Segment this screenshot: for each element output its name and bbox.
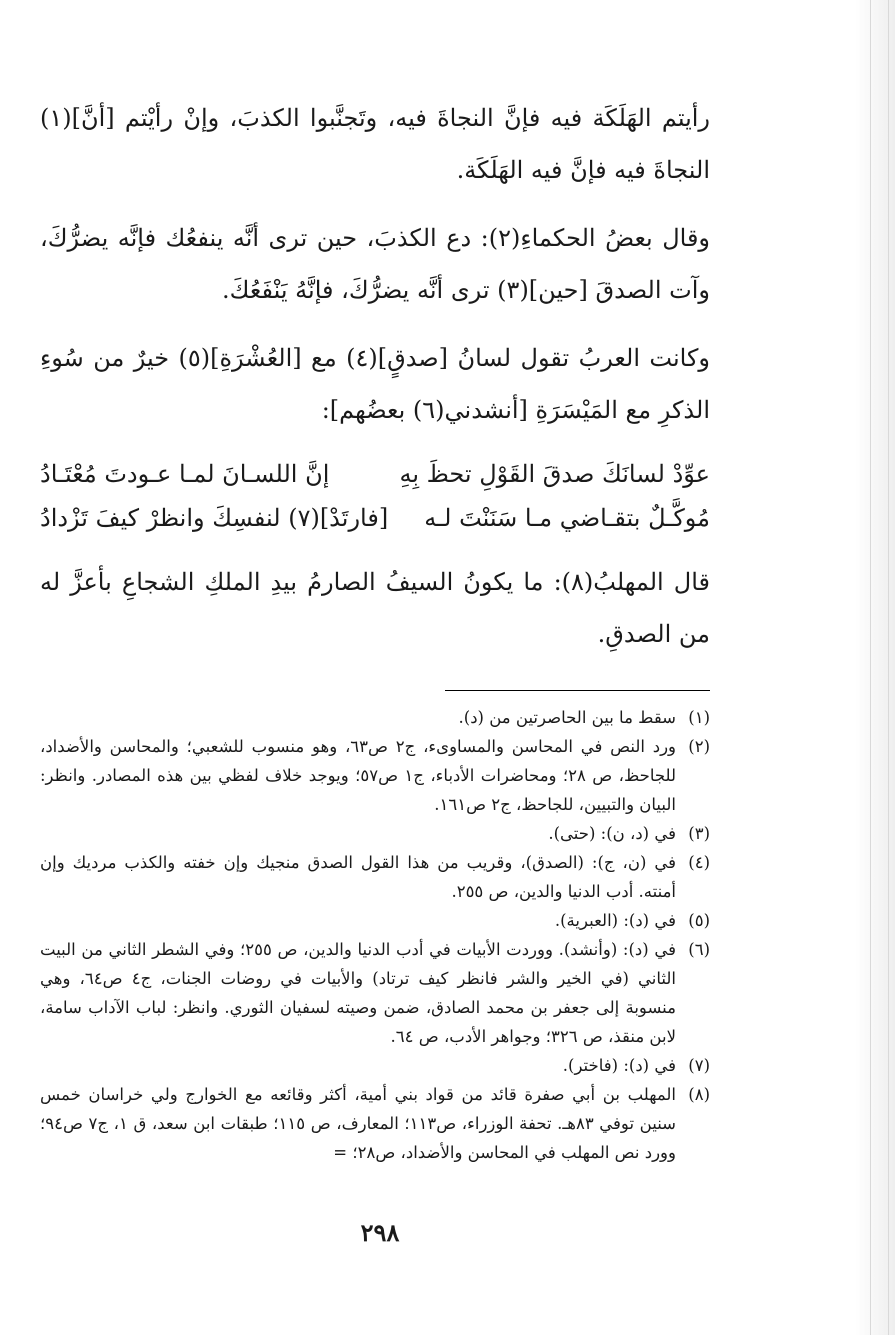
page-edge-shadow [855, 0, 895, 1335]
footnotes-list [40, 703, 710, 1167]
verse-second-hemistich: [فارتَدْ](٧) لنفسِكَ وانظرْ كيفَ تَزْدادُ [40, 504, 389, 532]
footnote-item [40, 906, 710, 935]
footnote-item [40, 935, 710, 1051]
footnote-text: في (د): (العبرية). [554, 911, 676, 930]
verse-first-hemistich: مُوكَّـلٌ بتقـاضي مـا سَنَنْتَ لـه [424, 504, 710, 532]
footnote-text: ورد النص في المحاسن والمساوىء، ج٢ ص٦٣، وهو منسوب للشعبي؛ والمحاسن والأضداد، للجاحظ، ص ٢٨؛ ومحاضرات الأدباء، ج١ ص٥٧؛ ويوجد خلاف لفظي بين هذه المصادر. وانظر: البيان والتبيين، للجاحظ، ج٢ ص١٦١. [40, 737, 677, 814]
footnote-item [40, 732, 710, 819]
footnote-text: سقط ما بين الحاصرتين من (د). [458, 708, 676, 727]
main-text [40, 92, 710, 1167]
verse-second-hemistich: إنَّ اللسـانَ لمـا عـودتَ مُعْتَـادُ [40, 460, 330, 488]
footnote-number: (٦) [688, 940, 710, 959]
footnote-item [40, 819, 710, 848]
body-paragraph: قال المهلبُ(٨): ما يكونُ السيفُ الصارمُ بيدِ الملكِ الشجاعِ بأعزَّ له من الصدقِ. [40, 568, 710, 648]
footnote-number: (٧) [688, 1056, 710, 1075]
footnote-number: (٨) [688, 1085, 710, 1104]
verse-first-hemistich: عوِّدْ لسانَكَ صدقَ القَوْلِ تحظَ بِهِ [399, 460, 710, 488]
verse-line [40, 496, 710, 540]
body-paragraph: وكانت العربُ تقول لسانُ [صدقٍ](٤) مع [العُشْرَةِ](٥) خيرٌ من سُوءِ الذكرِ مع المَيْسَرَةِ [أنشدني(٦) بعضُهم]: [40, 344, 710, 424]
footnote-item [40, 1080, 710, 1167]
footnote-text: في (ن، ج): (الصدق)، وقريب من هذا القول الصدق منجيك وإن خفته والكذب مرديك وإن أمنته. أدب الدنيا والدين، ص ٢٥٥. [40, 853, 676, 901]
footnote-number: (٥) [688, 911, 710, 930]
body-paragraph: رأيتم الهَلَكَة فيه فإنَّ النجاةَ فيه، وتَجنَّبوا الكذبَ، وإنْ رأيْتم [أنَّ](١) النجاةَ فيه فإنَّ فيه الهَلَكَة. [40, 104, 710, 184]
page-edge-line [888, 0, 889, 1335]
footnote-separator [445, 690, 710, 691]
footnote-text: في (د): (وأنشد). ووردت الأبيات في أدب الدنيا والدين، ص ٢٥٥؛ وفي الشطر الثاني من البيت الثاني (في الخير والشر فانظر كيف ترتاد) والأبيات في روضات الجنات، ج٤ ص٦٤، وهي منسوبة إلى جعفر بن محمد الصادق، ضمن وصيته لسفيان الثوري. وانظر: لباب الآداب سامة، لابن منقذ، ص ٣٢٦؛ وجواهر الأدب، ص ٦٤. [40, 940, 677, 1046]
footnote-number: (٤) [688, 853, 710, 872]
footnote-text: المهلب بن أبي صفرة قائد من قواد بني أمية، أكثر وقائعه مع الخوارج ولي خراسان خمس سنين توفي ٨٣هـ. تحفة الوزراء، ص١١٣؛ المعارف، ص ١١٥؛ طبقات ابن سعد، ق ١، ج٧ ص٩٤؛ وورد نص المهلب في المحاسن والأضداد، ص٢٨؛ = [40, 1085, 676, 1162]
footnote-number: (٣) [688, 824, 710, 843]
footnote-item [40, 1051, 710, 1080]
page-edge-line [870, 0, 871, 1335]
poem-verses [40, 452, 710, 540]
body-paragraph: وقال بعضُ الحكماءِ(٢): دع الكذبَ، حين ترى أنَّه ينفعُك فإنَّه يضرُّكَ، وآت الصدقَ [حين](٣) ترى أنَّه يضرُّكَ، فإنَّهُ يَنْفَعُكَ. [40, 224, 711, 304]
footnote-number: (١) [688, 708, 710, 727]
footnote-text: في (د): (فاختر). [562, 1056, 676, 1075]
footnote-item [40, 848, 710, 906]
footnote-number: (٢) [688, 737, 710, 756]
footnote-item [40, 703, 710, 732]
page-number: ٢٩٨ [360, 1218, 400, 1247]
footnote-text: في (د، ن): (حتى). [548, 824, 676, 843]
verse-line [40, 452, 710, 496]
